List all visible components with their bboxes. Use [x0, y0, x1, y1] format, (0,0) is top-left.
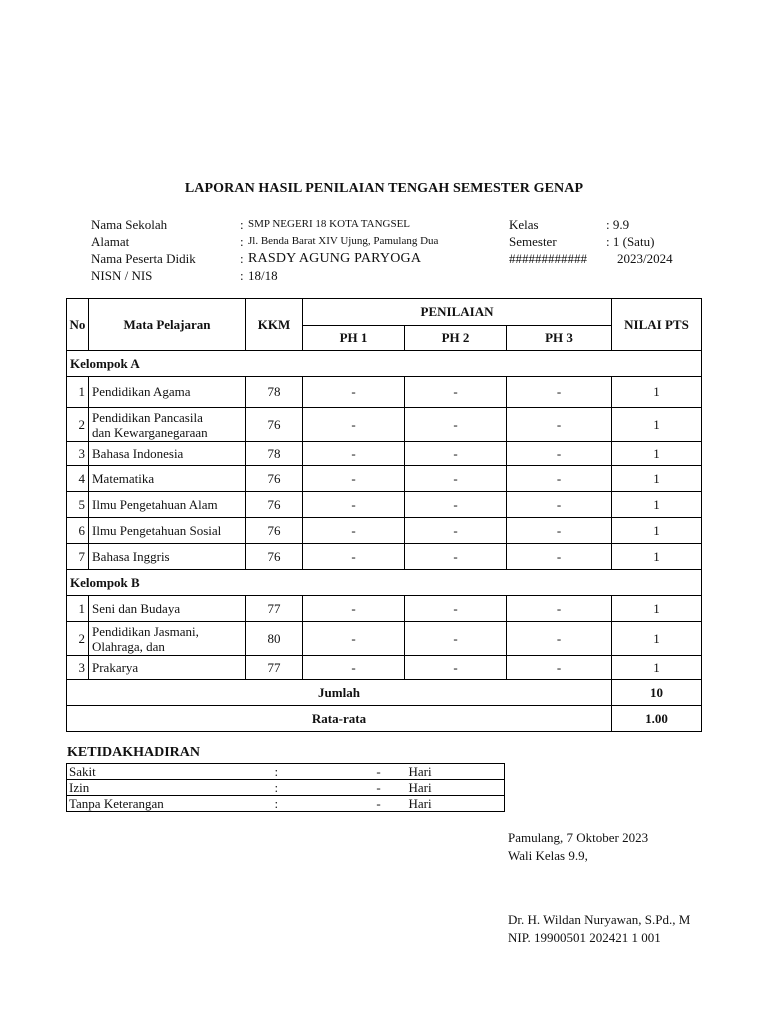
- cell-nilai: 1: [612, 408, 702, 442]
- colon: :: [240, 217, 244, 232]
- table-row: [67, 492, 702, 518]
- school-label: Nama Sekolah: [91, 217, 168, 232]
- cell-ph2: -: [405, 408, 507, 442]
- colon: :: [240, 268, 244, 283]
- colon: :: [240, 234, 244, 249]
- cell-kkm: 78: [246, 442, 303, 466]
- cell-nilai: 1: [612, 492, 702, 518]
- table-row: [67, 518, 702, 544]
- cell-no: 2: [67, 408, 89, 442]
- header-ph2: PH 2: [405, 326, 507, 351]
- cell-nilai: 1: [612, 544, 702, 570]
- year-value: 2023/2024: [617, 251, 673, 266]
- cell-mapel: Ilmu Pengetahuan Alam: [89, 492, 246, 518]
- absence-row: [67, 796, 505, 812]
- cell-ph3: -: [507, 492, 612, 518]
- header-kkm: KKM: [246, 299, 303, 351]
- cell-kkm: 76: [246, 544, 303, 570]
- table-row: [67, 596, 702, 622]
- cell-ph2: -: [405, 596, 507, 622]
- cell-mapel: Pendidikan Jasmani, Olahraga, dan: [89, 622, 246, 656]
- table-row: [67, 656, 702, 680]
- header-no: No: [67, 299, 89, 351]
- total-value: 10: [612, 680, 702, 706]
- cell-kkm: 76: [246, 518, 303, 544]
- absence-colon: :: [273, 796, 351, 812]
- cell-ph3: -: [507, 622, 612, 656]
- absence-title: KETIDAKHADIRAN: [67, 745, 201, 760]
- absence-colon: :: [273, 764, 351, 780]
- cell-kkm: 76: [246, 466, 303, 492]
- cell-ph2: -: [405, 544, 507, 570]
- cell-kkm: 76: [246, 492, 303, 518]
- cell-ph2: -: [405, 656, 507, 680]
- cell-kkm: 78: [246, 377, 303, 408]
- group-label: Kelompok B: [67, 570, 702, 596]
- header-mapel: Mata Pelajaran: [89, 299, 246, 351]
- table-row: [67, 544, 702, 570]
- place-date: Pamulang, 7 Oktober 2023: [508, 830, 649, 845]
- info-row-school: [0, 216, 768, 233]
- absence-unit: Hari: [407, 780, 505, 796]
- cell-ph3: -: [507, 656, 612, 680]
- cell-no: 7: [67, 544, 89, 570]
- absence-table: [66, 763, 505, 812]
- absence-unit: Hari: [407, 764, 505, 780]
- cell-no: 4: [67, 466, 89, 492]
- info-row-address: [0, 233, 768, 250]
- colon: :: [240, 251, 244, 266]
- cell-no: 1: [67, 596, 89, 622]
- cell-ph3: -: [507, 518, 612, 544]
- average-row: [67, 706, 702, 732]
- cell-no: 5: [67, 492, 89, 518]
- cell-kkm: 77: [246, 656, 303, 680]
- info-row-nisn: [0, 267, 768, 284]
- table-row: [67, 408, 702, 442]
- header-ph3: PH 3: [507, 326, 612, 351]
- class-label: Kelas: [509, 217, 539, 232]
- cell-mapel: Bahasa Indonesia: [89, 442, 246, 466]
- absence-row: [67, 764, 505, 780]
- cell-nilai: 1: [612, 518, 702, 544]
- grades-table: [66, 298, 702, 732]
- school-value: SMP NEGERI 18 KOTA TANGSEL: [248, 218, 411, 230]
- cell-mapel: Pendidikan Pancasila dan Kewarganegaraan: [89, 408, 246, 442]
- class-value: : 9.9: [606, 217, 630, 232]
- cell-nilai: 1: [612, 442, 702, 466]
- student-label: Nama Peserta Didik: [91, 251, 196, 266]
- table-row: [67, 442, 702, 466]
- cell-ph1: -: [303, 518, 405, 544]
- cell-ph1: -: [303, 377, 405, 408]
- cell-ph1: -: [303, 492, 405, 518]
- header-row: [67, 299, 702, 326]
- cell-ph1: -: [303, 442, 405, 466]
- cell-ph2: -: [405, 466, 507, 492]
- absence-label: Izin: [67, 780, 273, 796]
- average-label: Rata-rata: [67, 706, 612, 732]
- cell-ph1: -: [303, 622, 405, 656]
- cell-kkm: 77: [246, 596, 303, 622]
- cell-nilai: 1: [612, 656, 702, 680]
- info-row-student: [0, 250, 768, 267]
- year-label: ############: [509, 251, 587, 266]
- cell-kkm: 80: [246, 622, 303, 656]
- cell-ph2: -: [405, 492, 507, 518]
- cell-mapel: Ilmu Pengetahuan Sosial: [89, 518, 246, 544]
- cell-nilai: 1: [612, 596, 702, 622]
- average-value: 1.00: [612, 706, 702, 732]
- group-label: Kelompok A: [67, 351, 702, 377]
- signer-nip: NIP. 19900501 202421 1 001: [508, 930, 661, 945]
- total-label: Jumlah: [67, 680, 612, 706]
- cell-mapel: Pendidikan Agama: [89, 377, 246, 408]
- absence-row: [67, 780, 505, 796]
- cell-no: 6: [67, 518, 89, 544]
- address-value: Jl. Benda Barat XIV Ujung, Pamulang Dua: [248, 235, 439, 247]
- nisn-label: NISN / NIS: [91, 268, 153, 283]
- cell-ph2: -: [405, 622, 507, 656]
- address-label: Alamat: [91, 234, 130, 249]
- cell-ph3: -: [507, 442, 612, 466]
- cell-mapel: Matematika: [89, 466, 246, 492]
- cell-mapel: Bahasa Inggris: [89, 544, 246, 570]
- cell-kkm: 76: [246, 408, 303, 442]
- header-penilaian: PENILAIAN: [303, 299, 612, 326]
- header-nilai: NILAI PTS: [612, 299, 702, 351]
- cell-ph1: -: [303, 466, 405, 492]
- cell-no: 2: [67, 622, 89, 656]
- cell-nilai: 1: [612, 466, 702, 492]
- cell-ph1: -: [303, 656, 405, 680]
- absence-value: -: [351, 796, 407, 812]
- absence-value: -: [351, 764, 407, 780]
- table-row: [67, 466, 702, 492]
- cell-ph3: -: [507, 596, 612, 622]
- cell-no: 3: [67, 656, 89, 680]
- cell-ph3: -: [507, 544, 612, 570]
- cell-no: 1: [67, 377, 89, 408]
- absence-label: Tanpa Keterangan: [67, 796, 273, 812]
- header-ph1: PH 1: [303, 326, 405, 351]
- total-row: [67, 680, 702, 706]
- table-row: [67, 377, 702, 408]
- cell-nilai: 1: [612, 622, 702, 656]
- semester-label: Semester: [509, 234, 557, 249]
- absence-colon: :: [273, 780, 351, 796]
- cell-ph2: -: [405, 442, 507, 466]
- semester-value: : 1 (Satu): [606, 234, 655, 249]
- group-row-b: [67, 570, 702, 596]
- cell-ph2: -: [405, 518, 507, 544]
- report-title: LAPORAN HASIL PENILAIAN TENGAH SEMESTER GENAP: [184, 181, 584, 196]
- cell-ph1: -: [303, 544, 405, 570]
- nisn-value: 18/18: [248, 268, 278, 283]
- signer-role: Wali Kelas 9.9,: [508, 848, 588, 863]
- signer-name: Dr. H. Wildan Nuryawan, S.Pd., M: [508, 912, 691, 927]
- student-value: RASDY AGUNG PARYOGA: [248, 251, 422, 266]
- cell-ph2: -: [405, 377, 507, 408]
- cell-nilai: 1: [612, 377, 702, 408]
- group-row-a: [67, 351, 702, 377]
- cell-ph3: -: [507, 377, 612, 408]
- absence-unit: Hari: [407, 796, 505, 812]
- cell-ph3: -: [507, 408, 612, 442]
- absence-label: Sakit: [67, 764, 273, 780]
- cell-mapel: Prakarya: [89, 656, 246, 680]
- cell-mapel: Seni dan Budaya: [89, 596, 246, 622]
- cell-ph3: -: [507, 466, 612, 492]
- absence-value: -: [351, 780, 407, 796]
- cell-ph1: -: [303, 596, 405, 622]
- cell-ph1: -: [303, 408, 405, 442]
- cell-no: 3: [67, 442, 89, 466]
- table-row: [67, 622, 702, 656]
